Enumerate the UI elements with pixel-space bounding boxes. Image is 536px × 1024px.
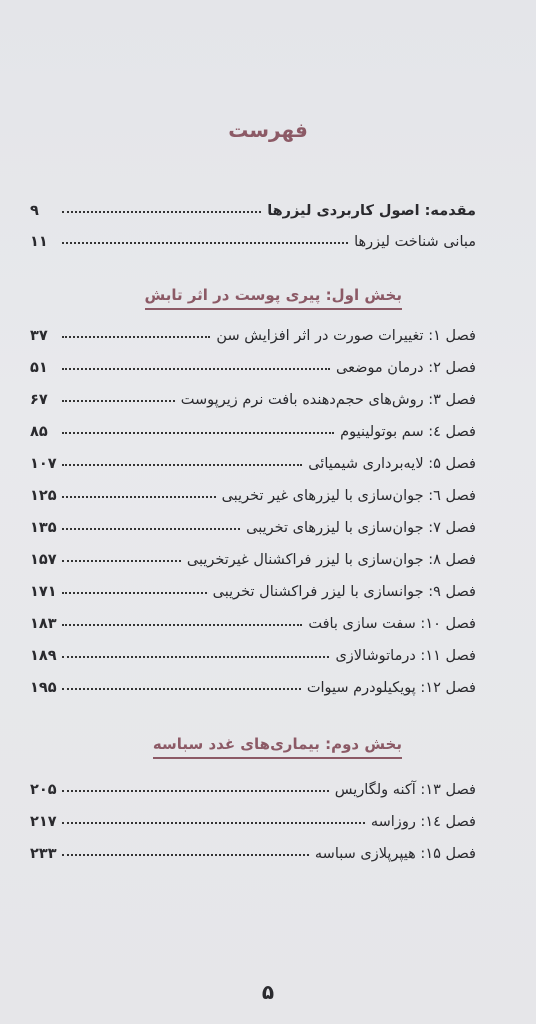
toc-row [30,224,476,250]
toc-row [30,446,476,472]
toc-label: فصل ۱۱: درماتوشالازی [335,648,476,664]
toc-label: فصل ۵: لایه‌برداری شیمیائی [308,456,476,472]
toc-row [30,836,476,862]
toc-row [30,804,476,830]
toc-label: مبانی شناخت لیزرها [354,234,476,250]
toc-row [30,350,476,376]
toc-label: فصل ۷: جوان‌سازی با لیزرهای تخریبی [246,520,476,536]
toc-page-number: ۲۱۷ [30,814,57,830]
toc-row [30,193,476,219]
toc-label: فصل ۱۰: سفت سازی بافت [308,616,476,632]
leader-dots [62,822,365,824]
toc-label: فصل ۱۵: هیپرپلازی سباسه [314,846,476,862]
leader-dots [62,688,301,690]
toc-page-number: ۱۸۳ [30,616,57,632]
toc-label: فصل ۳: روش‌های حجم‌دهنده بافت نرم زیرپوست [180,392,476,408]
toc-row [30,670,476,696]
toc-page-number: ۱۲۵ [30,488,57,504]
toc-row [30,510,476,536]
toc-row [30,574,476,600]
toc-row [30,772,476,798]
toc-page-number: ۱۰۷ [30,456,57,472]
toc-label: فصل ۸: جوان‌سازی با لیزر فراکشنال غیرتخریبی [186,552,476,568]
toc-label: فصل ۱۲: پویکیلودرم سیوات [306,680,476,696]
toc-row [30,382,476,408]
toc-row [30,414,476,440]
toc-label: فصل ١٤: روزاسه [370,814,476,830]
toc-page-number: ۱۷۱ [30,584,57,600]
leader-dots [62,528,240,530]
toc-label: فصل ۹: جوانسازی با لیزر فراکشنال تخریبی [212,584,476,600]
leader-dots [62,790,329,792]
toc-row [30,478,476,504]
leader-dots [62,211,261,213]
leader-dots [62,854,309,856]
toc-page-number: ۱۵۷ [30,552,57,568]
toc-page-number: ۱۸۹ [30,648,57,664]
toc-page-number: ۲۰۵ [30,782,57,798]
leader-dots [62,336,210,338]
toc-label: مقدمه: اصول کاربردی لیزرها [267,203,476,219]
leader-dots [62,592,207,594]
leader-dots [62,368,330,370]
toc-page-number: ۱۳۵ [30,520,57,536]
leader-dots [62,432,334,434]
toc-page-number: ۹ [30,203,39,219]
section-heading: بخش اول: پیری پوست در اثر تابش [145,286,403,310]
leader-dots [62,560,181,562]
toc-row [30,318,476,344]
leader-dots [62,464,302,466]
toc-label: فصل ۲: درمان موضعی [336,360,476,376]
toc-label: فصل ٦: جوان‌سازی با لیزرهای غیر تخریبی [221,488,476,504]
page-title: فهرست [228,118,308,142]
page-number: ۵ [261,980,275,1004]
toc-page-number: ۵۱ [30,360,48,376]
toc-row [30,638,476,664]
toc-page-number: ۸۵ [30,424,48,440]
toc-label: فصل ٤: سم بوتولینیوم [340,424,476,440]
toc-page-number: ۱۹۵ [30,680,57,696]
toc-page-number: ۲۳۳ [30,846,57,862]
section-heading: بخش دوم: بیماری‌های غدد سباسه [153,735,402,759]
toc-row [30,606,476,632]
toc-page-number: ۶۷ [30,392,48,408]
toc-row [30,542,476,568]
toc-label: فصل ۱۳: آکنه ولگاریس [334,782,476,798]
leader-dots [62,496,216,498]
toc-page-number: ۱۱ [30,234,48,250]
toc-label: فصل ۱: تغییرات صورت در اثر افزایش سن [216,328,476,344]
leader-dots [62,242,348,244]
toc-page-number: ۳۷ [30,328,48,344]
leader-dots [62,624,302,626]
leader-dots [62,656,329,658]
leader-dots [62,400,175,402]
